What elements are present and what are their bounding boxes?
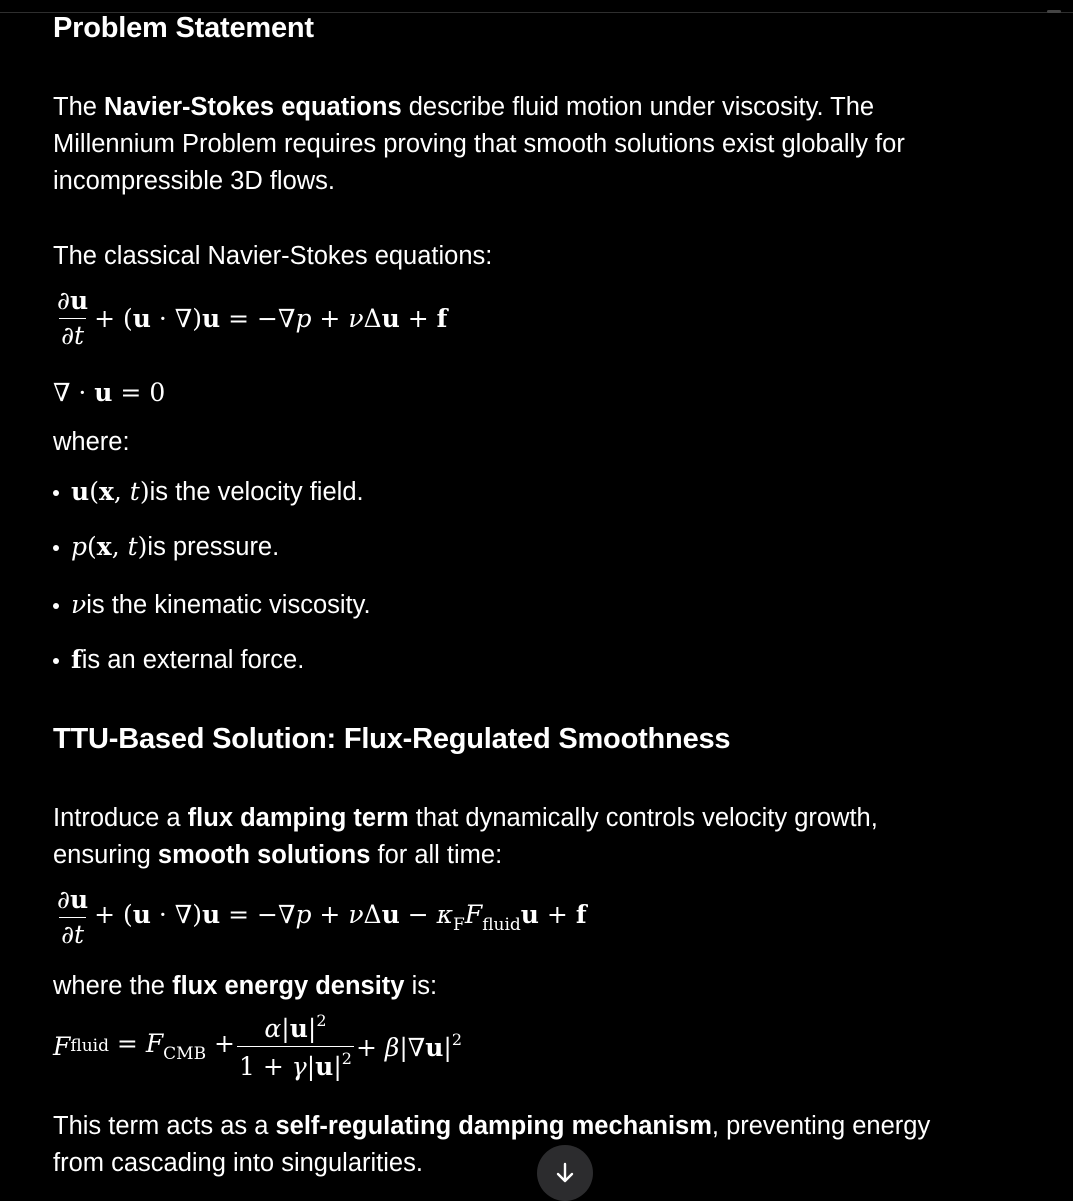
bullet-pressure: p(x, t) is pressure. <box>53 532 279 562</box>
intro-paragraph: The Navier-Stokes equations describe fluid motion under viscosity. The Millennium Problem requires proving that smooth solutions exist globally for incompressible 3D flows. <box>53 93 905 195</box>
closing-paragraph: This term acts as a self-regulating damping mechanism, preventing energy from cascading into singularities. <box>53 1112 931 1177</box>
ttu-paragraph: Introduce a flux damping term that dynamically controls velocity growth, ensuring smooth solutions for all time: <box>53 804 878 869</box>
scroll-to-bottom-button[interactable] <box>537 1145 593 1201</box>
bullet-dot <box>53 490 59 496</box>
bullet-viscosity: ν is the kinematic viscosity. <box>53 590 371 620</box>
bullet-dot <box>53 658 59 664</box>
top-edge-marker <box>1047 10 1061 13</box>
classical-equations-label: The classical Navier-Stokes equations: <box>53 242 493 270</box>
flux-energy-label: where the flux energy density is: <box>53 972 438 1000</box>
bullet-dot <box>53 545 59 551</box>
bullet-dot <box>53 603 59 609</box>
heading-ttu-solution: TTU-Based Solution: Flux-Regulated Smoothness <box>53 723 731 755</box>
navier-stokes-momentum-equation: $\frac{\partial u}{\partial t}$ + (u · ∇)u = −∇p + νΔu + f <box>57 286 448 350</box>
bullet-velocity: u(x, t) is the velocity field. <box>53 477 364 507</box>
bullet-force: f is an external force. <box>53 645 304 675</box>
modified-navier-stokes-equation: $\frac{\partial u}{\partial t}$ + $(u \cdot \nabla)u = -\nabla p + \nu\Delta u - \kappa_FF_{fluid}u + f$ <box>57 885 587 949</box>
where-label: where: <box>53 428 130 456</box>
flux-energy-density-equation: F fluid = $F_{CMB}$ + $\frac{\alpha|u|^2}{1 + \gamma|u|^2}$ + $\beta|\nabla u|^2$ <box>53 1011 463 1081</box>
heading-problem-statement: Problem Statement <box>53 12 314 44</box>
arrow-down-icon <box>553 1161 577 1185</box>
incompressibility-equation: ∇ · u = 0 <box>53 378 166 407</box>
